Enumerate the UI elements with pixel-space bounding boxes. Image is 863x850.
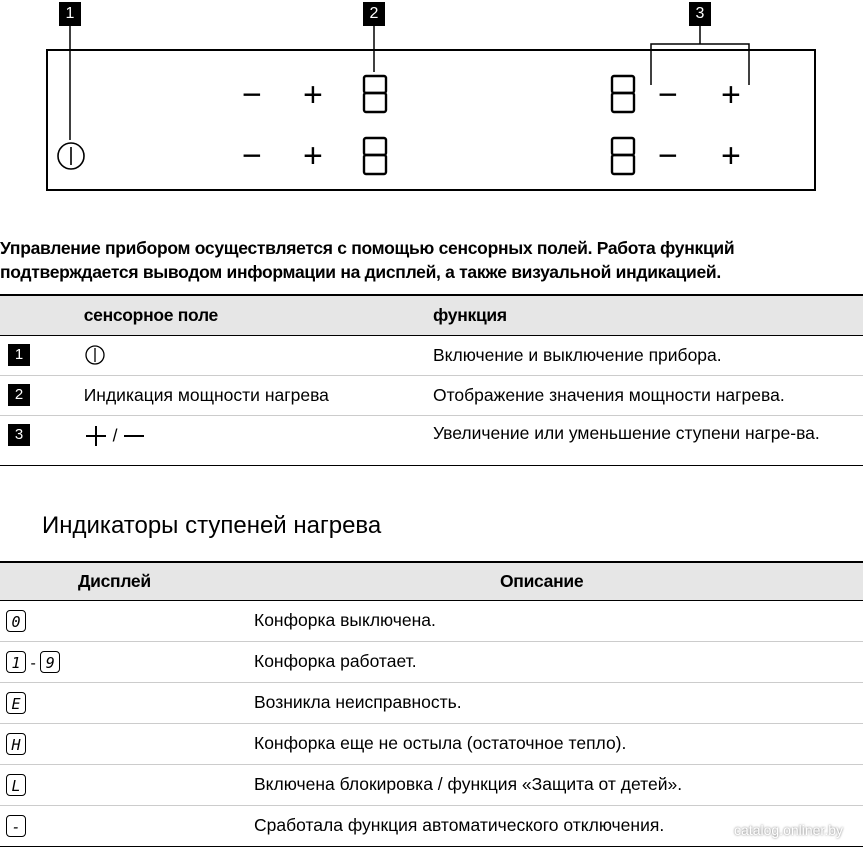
function-text: Увеличение или уменьшение ступени нагре-ва. — [433, 422, 820, 443]
power-icon[interactable] — [55, 140, 87, 172]
display-symbol: - — [6, 815, 26, 837]
description-text: Конфорка работает. — [254, 651, 417, 671]
row-number-badge: 3 — [8, 424, 30, 446]
table-row — [0, 764, 863, 805]
row-number-badge: 2 — [8, 384, 30, 406]
power-display-row1-left — [362, 74, 388, 114]
display-symbol: 1 — [6, 651, 26, 673]
table-row — [0, 600, 863, 641]
plus-button-row1-right[interactable]: + — [721, 76, 741, 114]
header-function: функция — [433, 304, 507, 325]
table-row — [0, 641, 863, 682]
function-text: Отображение значения мощности нагрева. — [433, 384, 785, 405]
table-row — [0, 723, 863, 764]
range-separator: - — [30, 654, 36, 672]
controls-table — [0, 294, 863, 466]
indicators-table-header — [0, 562, 863, 600]
indicators-table — [0, 561, 863, 847]
description-text: Конфорка еще не остыла (остаточное тепло). — [254, 733, 627, 753]
minus-button-row2-right[interactable]: − — [658, 137, 678, 175]
display-symbol: E — [6, 692, 26, 714]
intro-text: Управление прибором осуществляется с помощью сенсорных полей. Работа функций подтверждается выводом информации на дисплей, а также визуальной индикацией. — [0, 238, 735, 282]
row-number-badge: 1 — [8, 344, 30, 366]
description-text: Возникла неисправность. — [254, 692, 462, 712]
minus-icon — [122, 424, 146, 448]
hob-control-panel — [46, 49, 816, 191]
plus-icon — [84, 424, 108, 448]
minus-button-row1-left[interactable]: − — [242, 76, 262, 114]
table-row — [0, 375, 863, 415]
display-symbol: L — [6, 774, 26, 796]
callout-1: 1 — [59, 2, 81, 26]
controls-table-header — [0, 295, 863, 335]
callout-2: 2 — [363, 2, 385, 26]
minus-button-row2-left[interactable]: − — [242, 137, 262, 175]
header-display: Дисплей — [78, 570, 151, 591]
watermark: catalog.onliner.by — [734, 822, 843, 838]
section-title: Индикаторы ступеней нагрева — [42, 512, 382, 539]
description-text: Сработала функция автоматического отключения. — [254, 815, 665, 835]
display-symbol: 0 — [6, 610, 26, 632]
callout-3: 3 — [689, 2, 711, 26]
minus-button-row1-right[interactable]: − — [658, 76, 678, 114]
power-display-row1-right — [610, 74, 636, 114]
table-row — [0, 335, 863, 375]
table-row — [0, 682, 863, 723]
table-row — [0, 415, 863, 465]
description-text: Включена блокировка / функция «Защита от детей». — [254, 774, 683, 794]
header-field: сенсорное поле — [83, 304, 218, 325]
power-display-row2-right — [610, 136, 636, 176]
function-text: Включение и выключение прибора. — [433, 344, 722, 365]
plus-button-row2-left[interactable]: + — [303, 137, 323, 175]
power-display-row2-left — [362, 136, 388, 176]
header-description: Описание — [500, 570, 584, 591]
display-symbol: H — [6, 733, 26, 755]
slash-separator: / — [112, 425, 118, 445]
power-icon — [84, 344, 106, 366]
plus-button-row2-right[interactable]: + — [721, 137, 741, 175]
display-symbol: 9 — [40, 651, 60, 673]
description-text: Конфорка выключена. — [254, 610, 436, 630]
plus-button-row1-left[interactable]: + — [303, 76, 323, 114]
field-text: Индикация мощности нагрева — [83, 384, 329, 405]
